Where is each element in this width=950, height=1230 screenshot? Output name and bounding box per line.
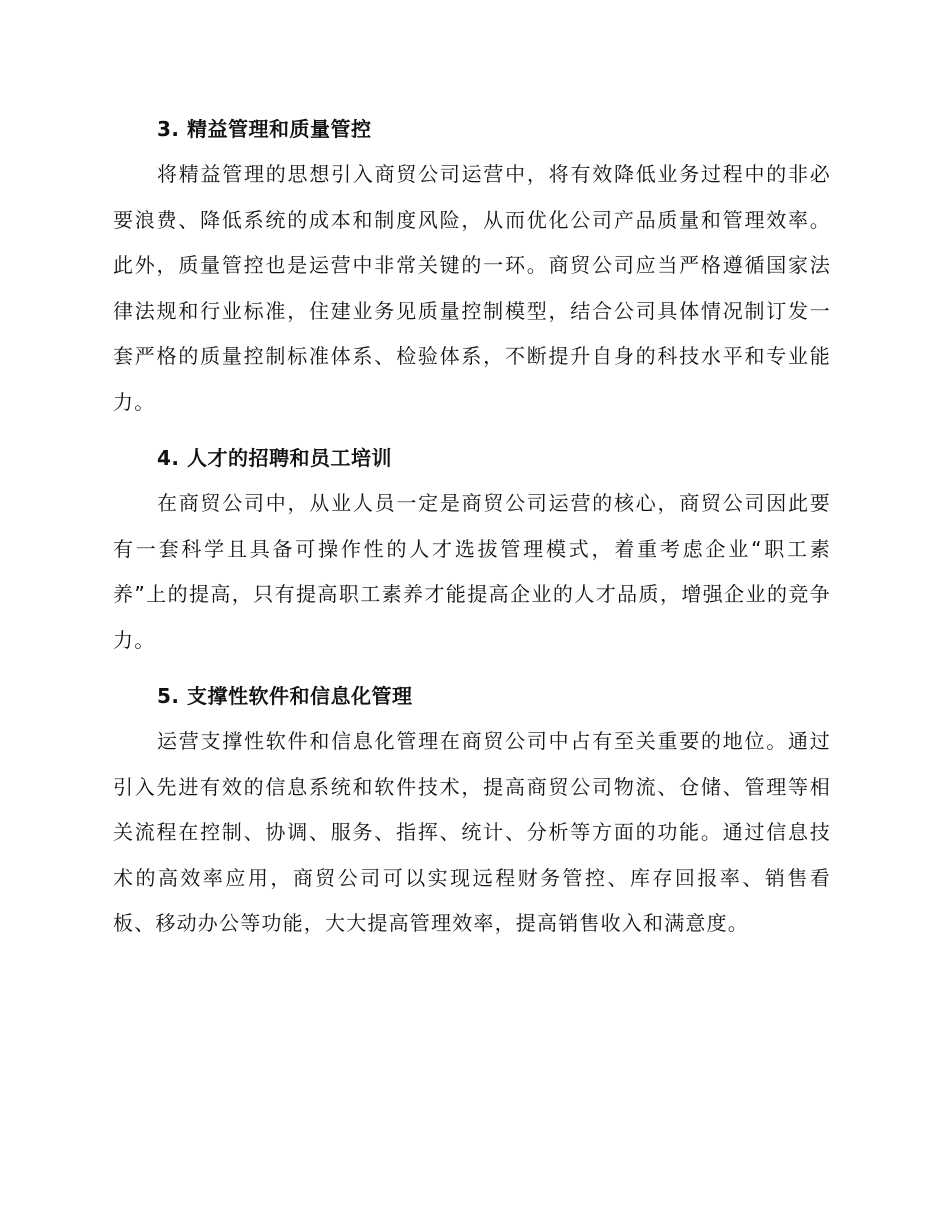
section-heading-3: 3. 精益管理和质量管控 <box>157 117 372 141</box>
document-body <box>113 106 831 947</box>
section-paragraph-5: 运营支撑性软件和信息化管理在商贸公司中占有至关重要的地位。通过引入先进有效的信息系统和软件技术，提高商贸公司物流、仓储、管理等相关流程在控制、协调、服务、指挥、统计、分析等方面的功能。通过信息技术的高效率应用，商贸公司可以实现远程财务管控、库存回报率、销售看板、移动办公等功能，大大提高管理效率，提高销售收入和满意度。 <box>113 729 831 935</box>
spacer <box>113 663 831 673</box>
spacer <box>113 425 831 435</box>
section-paragraph-3: 将精益管理的思想引入商贸公司运营中，将有效降低业务过程中的非必要浪费、降低系统的成本和制度风险，从而优化公司产品质量和管理效率。此外，质量管控也是运营中非常关键的一环。商贸公司应当严格遵循国家法律法规和行业标准，住建业务见质量控制模型，结合公司具体情况制订发一套严格的质量控制标准体系、检验体系，不断提升自身的科技水平和专业能力。 <box>113 162 831 414</box>
section-heading-5: 5. 支撑性软件和信息化管理 <box>157 684 413 708</box>
section-heading-4: 4. 人才的招聘和员工培训 <box>157 446 392 470</box>
section-paragraph-4: 在商贸公司中，从业人员一定是商贸公司运营的核心，商贸公司因此要有一套科学且具备可操作性的人才选拔管理模式，着重考虑企业“职工素养”上的提高，只有提高职工素养才能提高企业的人才品质，增强企业的竞争力。 <box>113 491 831 652</box>
